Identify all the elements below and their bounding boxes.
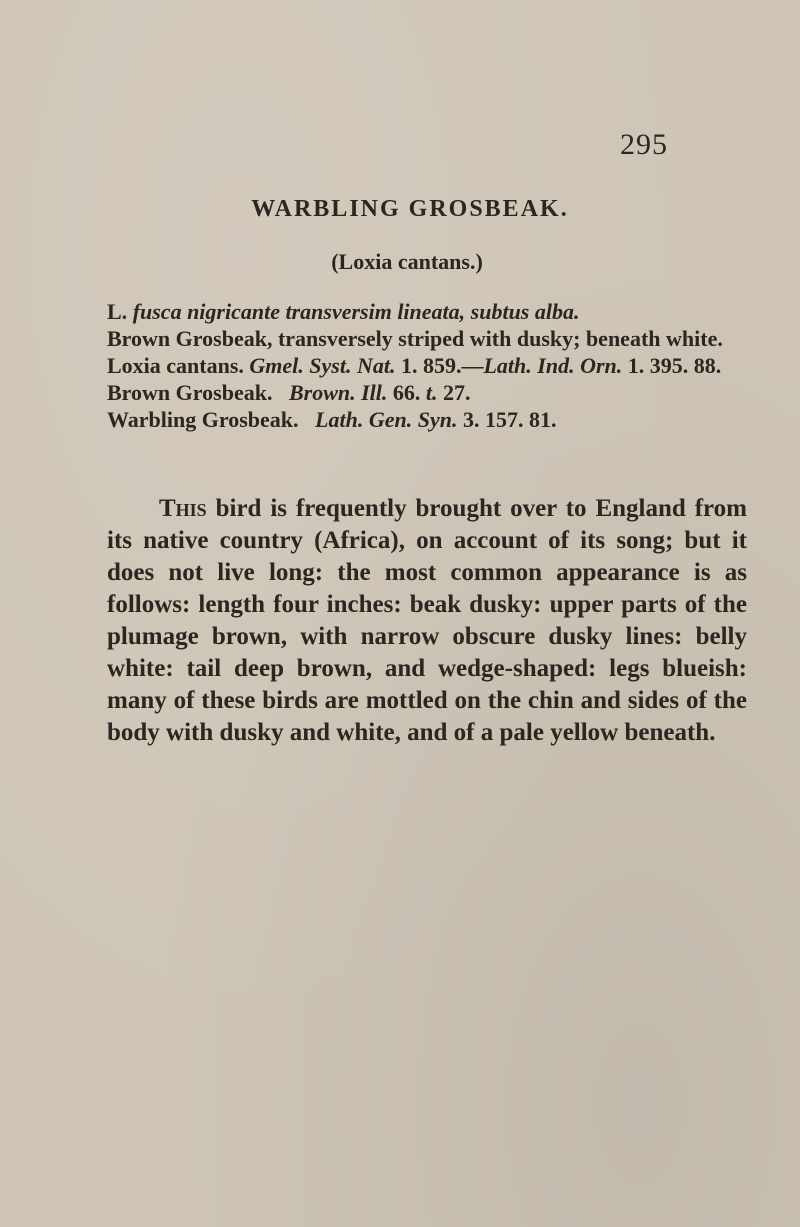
synonymy-entry-latin bbox=[107, 298, 747, 325]
synonymy-entry-gmelin bbox=[107, 352, 747, 379]
synonymy-entry-english bbox=[107, 325, 747, 352]
synonymy-gmelin-ref: Gmel. Syst. Nat. bbox=[249, 353, 396, 378]
synonymy-brown-name: Brown Grosbeak. bbox=[107, 380, 273, 405]
synonymy-english-description: Brown Grosbeak, transversely striped with dusky; beneath white. bbox=[107, 326, 723, 351]
synonymy-latin-description: fusca nigricante transversim lineata, subtus alba. bbox=[127, 299, 580, 324]
synonymy-block bbox=[107, 298, 747, 433]
synonymy-brown-page: 66. bbox=[387, 380, 426, 405]
synonymy-entry-warbling bbox=[107, 406, 747, 433]
synonymy-warbling-page: 3. 157. 81. bbox=[457, 407, 557, 432]
synonymy-latin-genus: L. bbox=[107, 299, 128, 324]
synonymy-gmelin-name: Loxia cantans. bbox=[107, 353, 244, 378]
synonymy-brown-plate-abbr: t. bbox=[425, 380, 438, 405]
page-subtitle: (Loxia cantans.) bbox=[331, 249, 483, 274]
synonymy-entry-brown bbox=[107, 379, 747, 406]
description-first-word: This bbox=[159, 495, 207, 522]
page-title: WARBLING GROSBEAK. bbox=[251, 196, 569, 222]
synonymy-brown-plate: 27. bbox=[437, 380, 471, 405]
page-number: 295 bbox=[620, 128, 668, 161]
synonymy-latham-page: 1. 395. 88. bbox=[622, 353, 722, 378]
synonymy-brown-ref: Brown. Ill. bbox=[288, 380, 388, 405]
description-paragraph bbox=[107, 493, 747, 749]
description-text: bird is frequently brought over to England from its native country (Africa), on account of its song; but it does not live long: the most common appearance is as follows: length four inches: beak dusky: upper parts of the plumage brown, with narrow obscure dusky lines: belly white: tail deep brown, and wedge-shaped: legs blueish: many of these birds are mottled on the chin and sides of the body with dusky and white, and of a pale yellow beneath. bbox=[107, 495, 747, 746]
synonymy-warbling-name: Warbling Grosbeak. bbox=[107, 407, 299, 432]
synonymy-gmelin-page: 1. 859.— bbox=[395, 353, 484, 378]
synonymy-latham-ref: Lath. Ind. Orn. bbox=[483, 353, 623, 378]
synonymy-warbling-ref: Lath. Gen. Syn. bbox=[315, 407, 458, 432]
